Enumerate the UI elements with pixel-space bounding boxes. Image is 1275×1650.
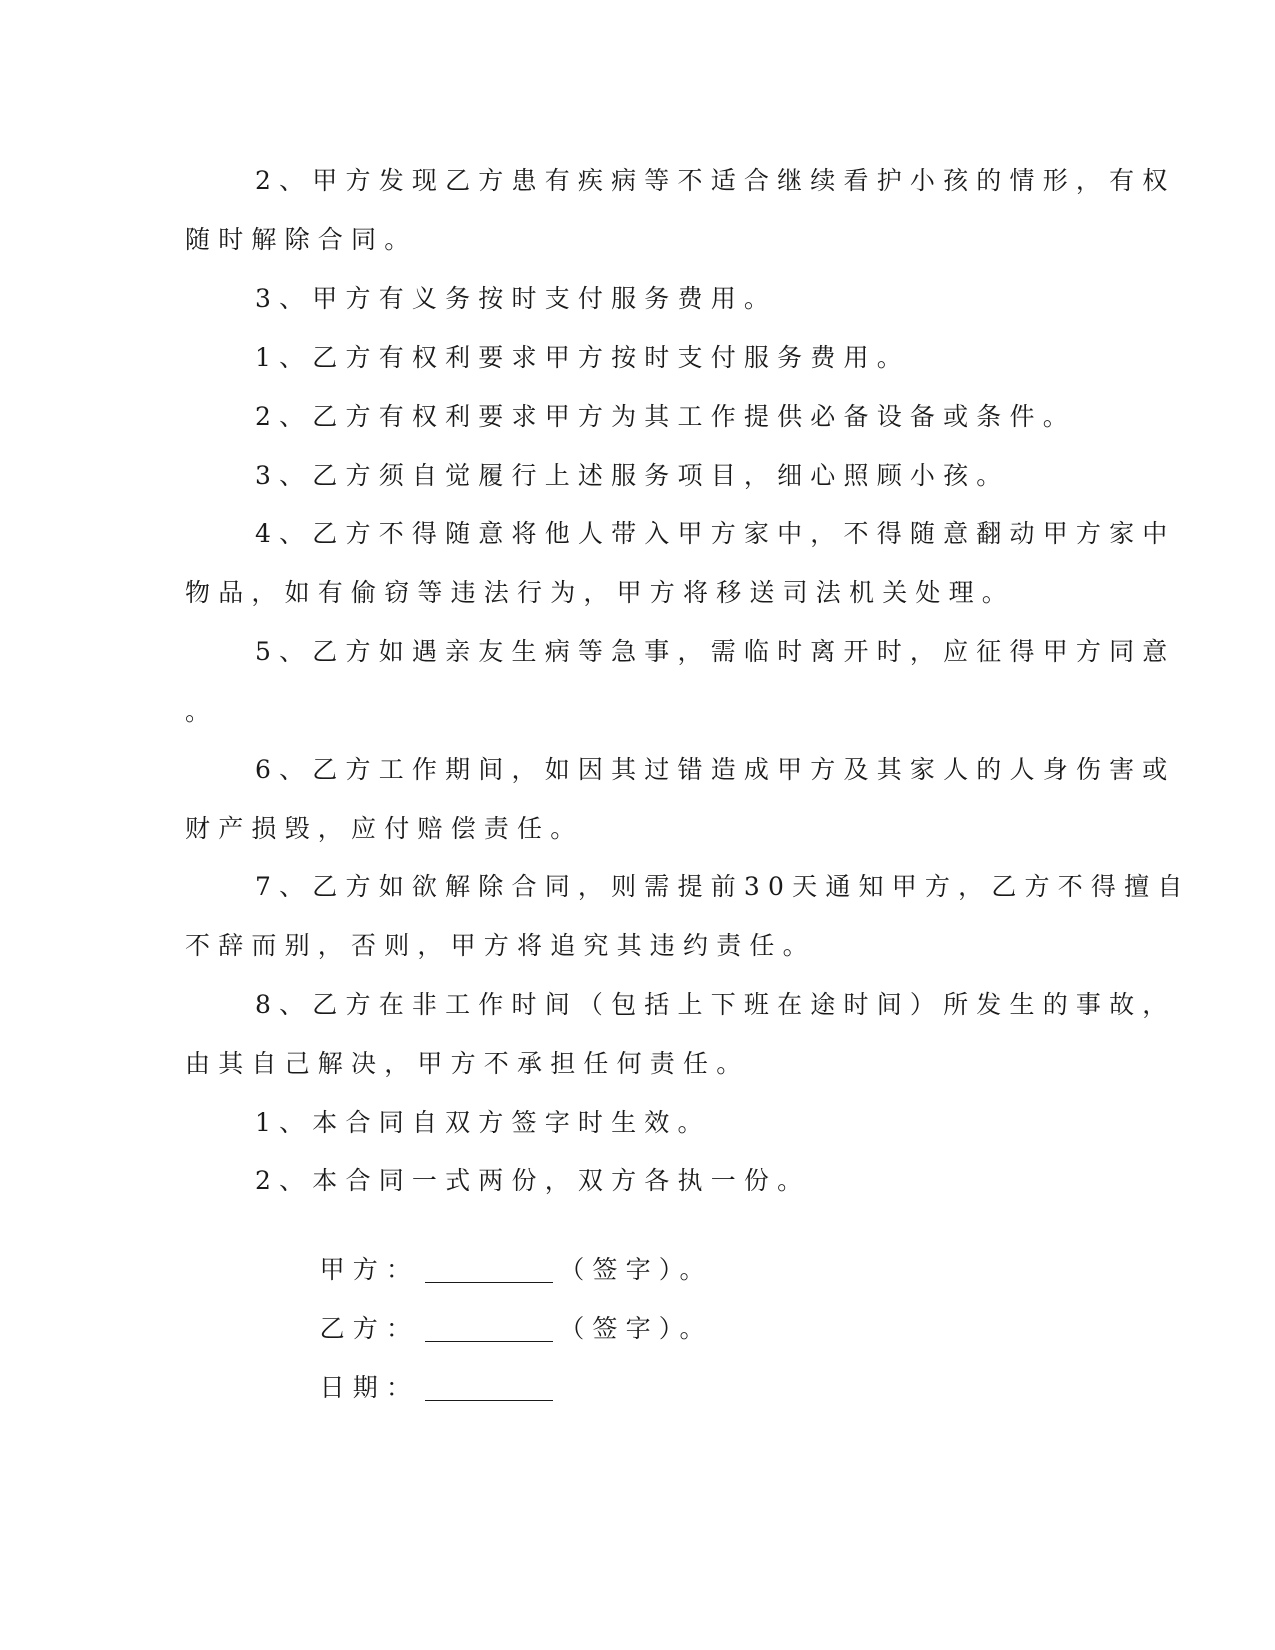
date-blank[interactable] [425, 1374, 553, 1401]
paragraph-line: 3、乙方须自觉履行上述服务项目，细心照顾小孩。 [255, 461, 1010, 490]
paragraph-line: 物品，如有偷窃等违法行为，甲方将移送司法机关处理。 [185, 578, 1016, 607]
paragraph-line: 由其自己解决，甲方不承担任何责任。 [185, 1049, 750, 1078]
paragraph-line: 5、乙方如遇亲友生病等急事，需临时离开时，应征得甲方同意 [255, 637, 1176, 666]
paragraph-line: 7、乙方如欲解除合同，则需提前30天通知甲方，乙方不得擅自 [255, 872, 1191, 901]
paragraph-line: 不辞而别，否则，甲方将追究其违约责任。 [185, 931, 816, 960]
signature-suffix: （签字）。 [559, 1255, 713, 1284]
paragraph-line: 1、乙方有权利要求甲方按时支付服务费用。 [255, 343, 910, 372]
paragraph-line: 2、乙方有权利要求甲方为其工作提供必备设备或条件。 [255, 402, 1076, 431]
signature-label: 甲方： [319, 1255, 420, 1284]
paragraph-line: 2、甲方发现乙方患有疾病等不适合继续看护小孩的情形，有权 [255, 166, 1176, 195]
signature-blank[interactable] [425, 1315, 553, 1342]
signature-blank[interactable] [425, 1256, 553, 1283]
paragraph-line: 1、本合同自双方签字时生效。 [255, 1108, 711, 1137]
paragraph-line: 4、乙方不得随意将他人带入甲方家中，不得随意翻动甲方家中 [255, 519, 1176, 548]
paragraph-line: 2、本合同一式两份，双方各执一份。 [255, 1166, 811, 1195]
paragraph-line: 6、乙方工作期间，如因其过错造成甲方及其家人的人身伤害或 [255, 755, 1176, 784]
signature-label: 乙方： [319, 1314, 420, 1343]
date-label: 日期： [319, 1373, 420, 1402]
paragraph-line: 财产损毁，应付赔偿责任。 [185, 814, 584, 843]
paragraph-line: 3、甲方有义务按时支付服务费用。 [255, 284, 778, 313]
paragraph-line: 随时解除合同。 [185, 225, 418, 254]
paragraph-line: 8、乙方在非工作时间（包括上下班在途时间）所发生的事故， [255, 990, 1176, 1019]
paragraph-line: 。 [185, 697, 219, 726]
signature-suffix: （签字）。 [559, 1314, 713, 1343]
signature-row-date [255, 1343, 559, 1433]
